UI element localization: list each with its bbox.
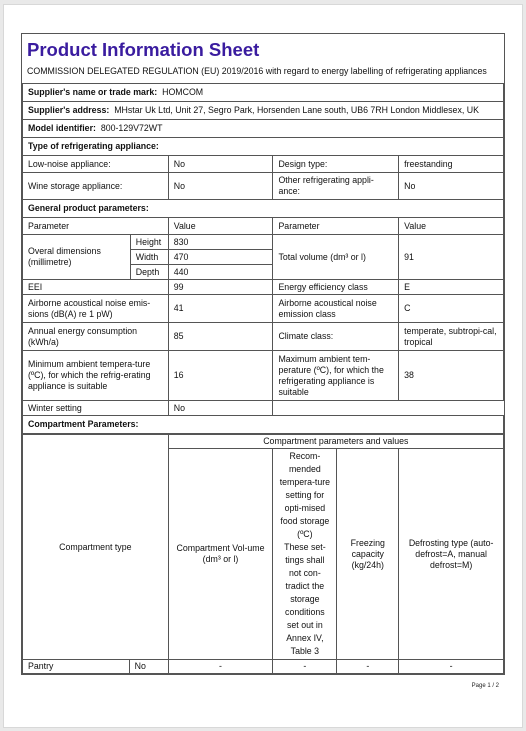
model-value: 800-129V72WT (100, 123, 163, 133)
param-value: C (399, 295, 504, 323)
compartment-header: Compartment Parameters: (23, 416, 504, 434)
param-label: EEI (23, 280, 169, 295)
param-label: Maximum ambient tem-perature (ºC), for which the refrigerating appliance is suitable (273, 351, 399, 401)
dimension-key: Depth (130, 265, 168, 280)
param-head: Parameter (23, 218, 169, 235)
param-row (23, 323, 504, 351)
pantry-volume: - (168, 660, 273, 674)
type-header-row (23, 138, 504, 156)
model-row (23, 120, 504, 138)
temperature-note-text: These set-tings shall not con-tradict the storage conditions set out in Annex IV, Table 3 (284, 542, 326, 656)
param-label: Energy efficiency class (273, 280, 399, 295)
dimensions-label: Overal dimensions (millimetre) (23, 235, 131, 280)
dimension-key: Width (130, 250, 168, 265)
recommended-temperature-text: Recom-mended tempera-ture setting for opti-mised food storage (ºC) (279, 451, 331, 539)
pantry-label: Pantry (28, 661, 54, 671)
compartment-table (22, 434, 504, 674)
type-label: Wine storage appliance: (23, 173, 169, 200)
compartment-volume-header: Compartment Vol-ume (dm³ or l) (168, 449, 273, 660)
address-row (23, 102, 504, 120)
param-value: temperate, subtropi-cal, tropical (399, 323, 504, 351)
pantry-cell (23, 660, 169, 674)
param-label: Airborne acoustical noise emis-sions (dB(A) re 1 pW) (23, 295, 169, 323)
winter-value: No (168, 401, 273, 416)
compartment-group-header: Compartment parameters and values (168, 435, 503, 449)
regulation-text: COMMISSION DELEGATED REGULATION (EU) 2019/2016 with regard to energy labelling of refrigerating appliances (27, 66, 487, 76)
winter-row (23, 401, 504, 416)
winter-label: Winter setting (23, 401, 169, 416)
address-label: Supplier's address: (28, 105, 110, 115)
type-row (23, 173, 504, 200)
supplier-label: Supplier's name or trade mark: (28, 87, 158, 97)
general-header: General product parameters: (23, 200, 504, 218)
page-number: Page 1 / 2 (471, 683, 499, 689)
param-label: Climate class: (273, 323, 399, 351)
dimension-key: Height (130, 235, 168, 250)
type-label: Other refrigerating appli-ance: (273, 173, 399, 200)
product-information-sheet (21, 33, 505, 675)
freezing-capacity-header: Freezing capacity (kg/24h) (337, 449, 399, 660)
type-header: Type of refrigerating appliance: (23, 138, 504, 156)
type-value: No (168, 156, 273, 173)
type-label: Low-noise appliance: (23, 156, 169, 173)
document-page (3, 4, 523, 728)
type-value: freestanding (399, 156, 504, 173)
param-value: 99 (168, 280, 273, 295)
dimension-value: 470 (168, 250, 273, 265)
pantry-row (23, 660, 504, 674)
compartment-header-row (23, 416, 504, 434)
recommended-temperature-header (273, 449, 337, 660)
supplier-row (23, 84, 504, 102)
total-volume-label: Total volume (dm³ or l) (273, 235, 399, 280)
param-value: 85 (168, 323, 273, 351)
pantry-temperature: - (273, 660, 337, 674)
pantry-freezing: - (337, 660, 399, 674)
info-table (22, 83, 504, 434)
dimension-row (23, 235, 504, 250)
param-head: Value (168, 218, 273, 235)
compartment-type-header: Compartment type (23, 435, 169, 660)
defrosting-type-header: Defrosting type (auto-defrost=A, manual defrost=M) (399, 449, 504, 660)
address-value: MHstar Uk Ltd, Unit 27, Segro Park, Horsenden Lane south, UB6 7RH London Middlesex, UK (114, 105, 479, 115)
type-label: Design type: (273, 156, 399, 173)
param-value: 16 (168, 351, 273, 401)
param-row (23, 295, 504, 323)
param-value: 38 (399, 351, 504, 401)
param-head: Value (399, 218, 504, 235)
param-label: Minimum ambient tempera-ture (ºC), for which the refrig-erating appliance is suitable (23, 351, 169, 401)
model-label: Model identifier: (28, 123, 96, 133)
pantry-defrost: - (399, 660, 504, 674)
type-value: No (168, 173, 273, 200)
compartment-group-row (23, 435, 504, 449)
type-row (23, 156, 504, 173)
param-label: Airborne acoustical noise emission class (273, 295, 399, 323)
dimension-value: 440 (168, 265, 273, 280)
param-row (23, 280, 504, 295)
page-title: Product Information Sheet (27, 39, 260, 60)
param-row (23, 351, 504, 401)
param-head-row (23, 218, 504, 235)
param-value: 41 (168, 295, 273, 323)
pantry-value: No (129, 660, 168, 673)
general-header-row (23, 200, 504, 218)
param-head: Parameter (273, 218, 399, 235)
total-volume-value: 91 (399, 235, 504, 280)
supplier-value: HOMCOM (162, 87, 204, 97)
param-label: Annual energy consumption (kWh/a) (23, 323, 169, 351)
type-value: No (399, 173, 504, 200)
dimension-value: 830 (168, 235, 273, 250)
param-value: E (399, 280, 504, 295)
